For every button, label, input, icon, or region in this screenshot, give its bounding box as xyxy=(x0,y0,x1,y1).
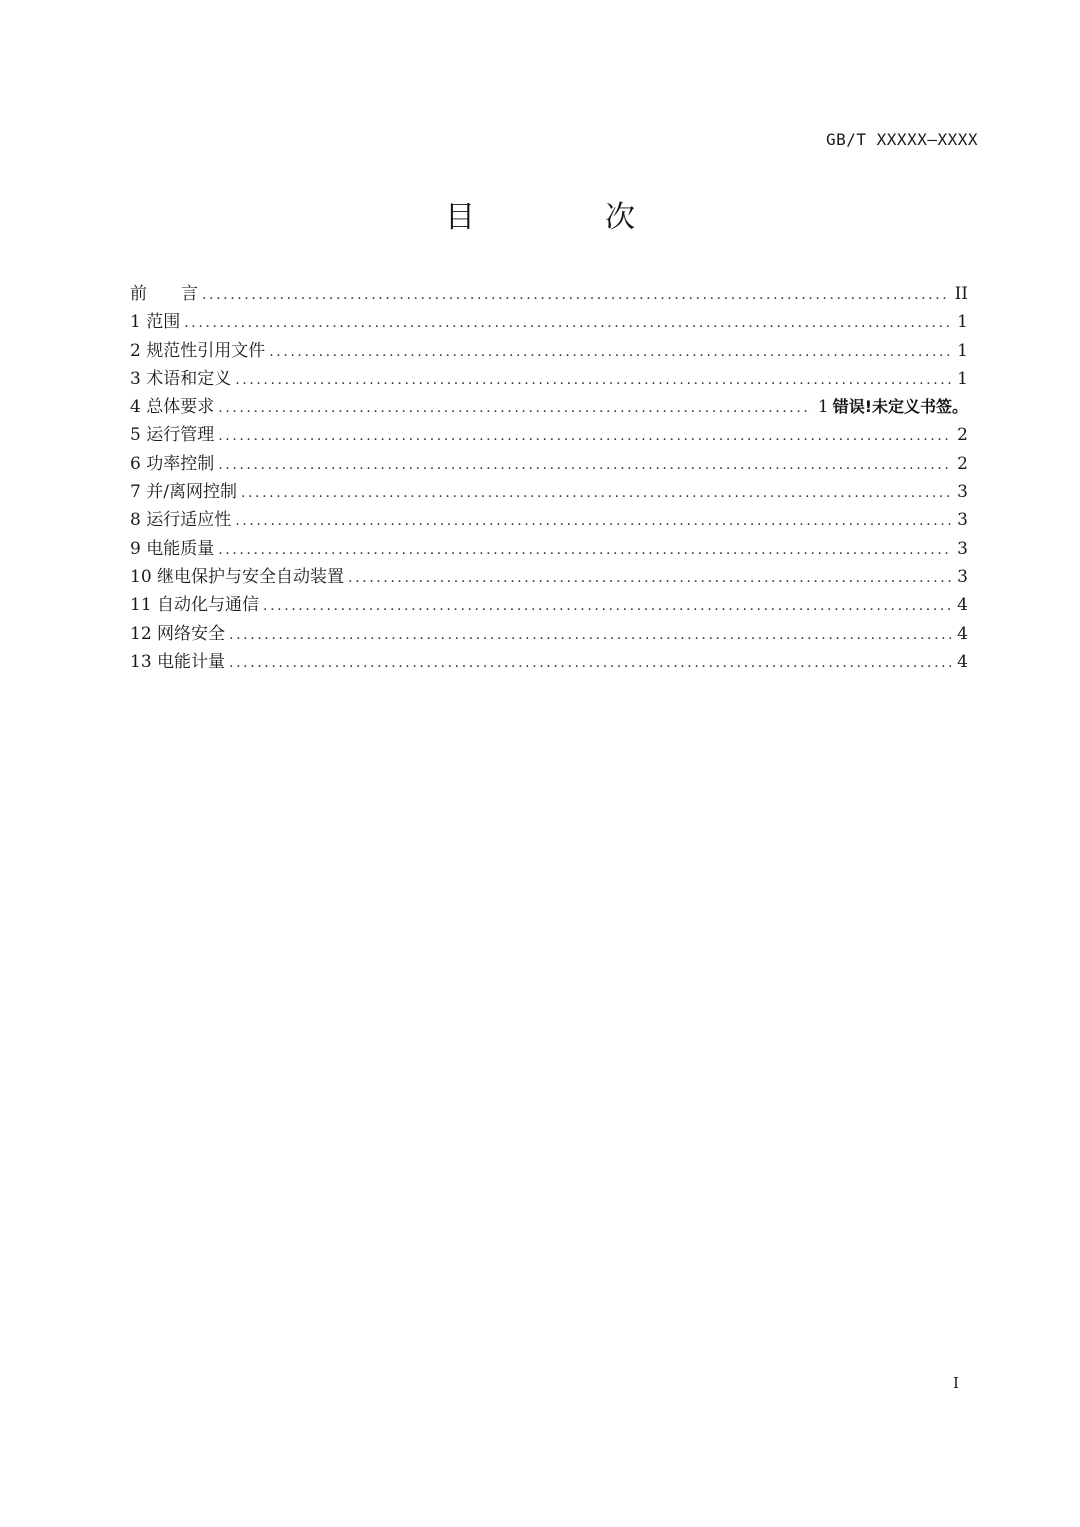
toc-entry-page: 1 xyxy=(957,368,968,389)
standard-code: GB/T XXXXX—XXXX xyxy=(826,130,978,149)
toc-leader-dots xyxy=(229,649,951,677)
toc-entry-operation-management[interactable] xyxy=(130,421,968,449)
toc-entry-page: 3 xyxy=(957,566,968,587)
toc-entry-page: 1 xyxy=(957,312,968,333)
toc-entry-label: 9 电能质量 xyxy=(130,538,215,559)
toc-entry-label: 8 运行适应性 xyxy=(130,510,232,531)
toc-entry-network-security[interactable] xyxy=(130,620,968,648)
toc-entry-label: 前 言 xyxy=(130,284,198,304)
toc-leader-dots xyxy=(218,422,951,450)
toc-leader-dots xyxy=(218,451,951,479)
toc-entry-terms-definitions[interactable] xyxy=(130,365,968,393)
toc-entry-general-requirements[interactable] xyxy=(130,393,968,421)
toc-entry-label: 7 并/离网控制 xyxy=(130,482,237,503)
toc-entry-page: 1 xyxy=(957,340,968,361)
toc-entry-relay-protection[interactable] xyxy=(130,563,968,591)
toc-entry-label: 3 术语和定义 xyxy=(130,368,232,389)
toc-entry-energy-metering[interactable] xyxy=(130,648,968,676)
toc-leader-dots xyxy=(241,479,951,507)
toc-entry-page: II xyxy=(954,284,968,304)
toc-entry-power-control[interactable] xyxy=(130,450,968,478)
toc-entry-grid-connection-control[interactable] xyxy=(130,478,968,506)
toc-entry-page: 4 xyxy=(957,595,968,616)
toc-leader-dots xyxy=(235,507,951,535)
toc-entry-label: 13 电能计量 xyxy=(130,651,226,672)
toc-entry-label: 12 网络安全 xyxy=(130,623,226,644)
toc-leader-dots xyxy=(218,536,951,564)
toc-leader-dots xyxy=(229,621,951,649)
toc-entry-page: 2 xyxy=(957,425,968,446)
toc-leader-dots xyxy=(235,366,951,394)
toc-leader-dots xyxy=(184,309,951,337)
table-of-contents xyxy=(130,280,968,676)
toc-entry-label: 2 规范性引用文件 xyxy=(130,340,266,361)
toc-entry-label: 4 总体要求 xyxy=(130,397,215,418)
toc-entry-operational-adaptability[interactable] xyxy=(130,506,968,534)
toc-entry-page: 4 xyxy=(957,623,968,644)
toc-entry-scope[interactable] xyxy=(130,308,968,336)
toc-entry-page: 3 xyxy=(957,482,968,503)
toc-entry-label: 6 功率控制 xyxy=(130,453,215,474)
toc-entry-label: 10 继电保护与安全自动装置 xyxy=(130,566,345,587)
toc-entry-automation-communication[interactable] xyxy=(130,591,968,619)
toc-title: 目 次 xyxy=(445,200,685,235)
toc-entry-normative-references[interactable] xyxy=(130,337,968,365)
toc-entry-power-quality[interactable] xyxy=(130,535,968,563)
toc-leader-dots xyxy=(218,394,812,422)
toc-entry-page: 3 xyxy=(957,538,968,559)
page-number: I xyxy=(953,1374,959,1392)
toc-entry-page: 1 xyxy=(817,397,829,418)
toc-leader-dots xyxy=(269,338,951,366)
toc-leader-dots xyxy=(263,592,951,620)
toc-leader-dots xyxy=(202,281,949,309)
toc-entry-page: 4 xyxy=(957,651,968,672)
toc-leader-dots xyxy=(348,564,951,592)
toc-entry-page: 3 xyxy=(957,510,968,531)
bookmark-error-message: 错误!未定义书签。 xyxy=(832,397,968,417)
toc-entry-page: 2 xyxy=(957,453,968,474)
toc-entry-label: 1 范围 xyxy=(130,312,181,333)
toc-entry-foreword[interactable] xyxy=(130,280,968,308)
toc-entry-label: 11 自动化与通信 xyxy=(130,595,260,616)
toc-entry-label: 5 运行管理 xyxy=(130,425,215,446)
